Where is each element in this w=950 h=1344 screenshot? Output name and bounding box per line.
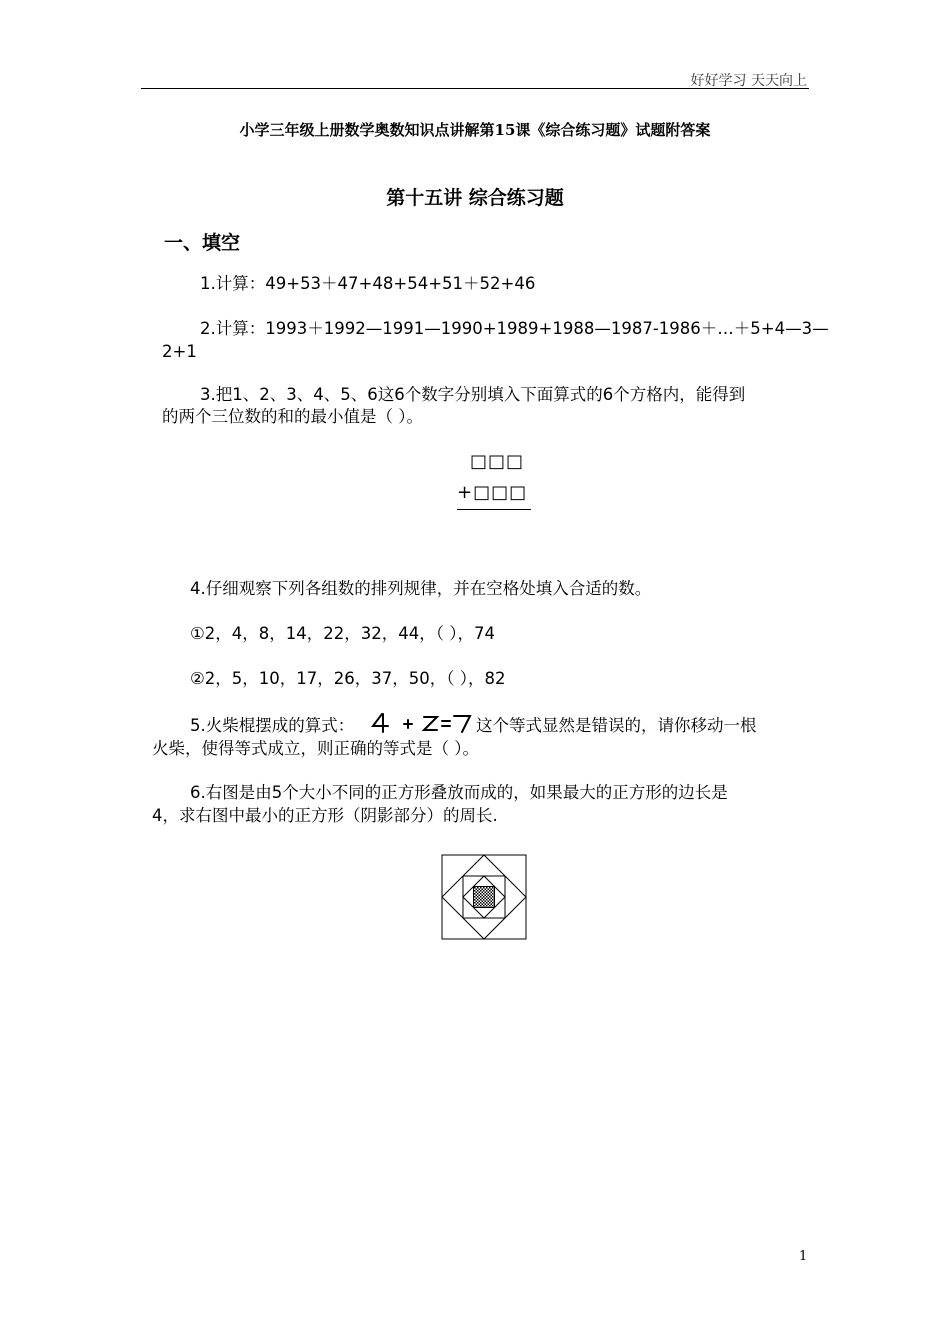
question-5-prefix: 5.火柴棍摆成的算式： xyxy=(190,716,355,735)
matchstick-plus xyxy=(404,720,412,728)
matchstick-digit-2 xyxy=(424,717,437,730)
matchstick-equation-figure xyxy=(370,712,476,734)
addend-boxes-1: □□□ xyxy=(470,451,525,472)
header-motto: 好好学习 天天向上 xyxy=(690,73,807,89)
question-5-suffix: 这个等式显然是错误的，请你移动一根 xyxy=(476,716,757,735)
question-5-line-2: 火柴，使得等式成立，则正确的等式是（ ）。 xyxy=(152,739,479,758)
question-6-line-1: 6.右图是由5个大小不同的正方形叠放而成的，如果最大的正方形的边长是 xyxy=(190,783,728,802)
matchstick-digit-4 xyxy=(373,714,388,732)
question-3-line-2: 的两个三位数的和的最小值是（ ）。 xyxy=(162,407,423,426)
nested-squares-figure xyxy=(441,854,527,940)
addend-boxes-2: +□□□ xyxy=(457,482,528,503)
question-4-intro: 4.仔细观察下列各组数的排列规律，并在空格处填入合适的数。 xyxy=(190,579,652,598)
matchstick-equals xyxy=(442,721,450,726)
question-2-line-2: 2+1 xyxy=(162,342,197,361)
question-1: 1.计算：49+53＋47+48+54+51＋52+46 xyxy=(200,274,536,293)
section-heading: 一、填空 xyxy=(164,232,241,254)
sum-rule xyxy=(457,509,531,510)
square-smallest-shaded xyxy=(474,887,495,908)
document-title: 小学三年级上册数学奥数知识点讲解第15课《综合练习题》试题附答案 xyxy=(239,121,711,139)
question-2-line-1: 2.计算：1993＋1992—1991—1990+1989+1988—1987-1986＋…＋5+4—3— xyxy=(200,319,829,338)
matchstick-digit-7 xyxy=(454,716,470,732)
question-4-sequence-2: ②2，5，10，17，26，37，50，（ ），82 xyxy=(190,669,506,688)
question-4-sequence-1: ①2，4，8，14，22，32，44，（ ），74 xyxy=(190,624,496,643)
question-3-line-1: 3.把1、2、3、4、5、6这6个数字分别填入下面算式的6个方格内，能得到 xyxy=(200,385,746,404)
question-6-line-2: 4，求右图中最小的正方形（阴影部分）的周长. xyxy=(152,806,498,825)
lesson-title: 第十五讲 综合练习题 xyxy=(386,187,564,209)
page-number: 1 xyxy=(799,1249,808,1264)
header-rule xyxy=(141,88,809,89)
